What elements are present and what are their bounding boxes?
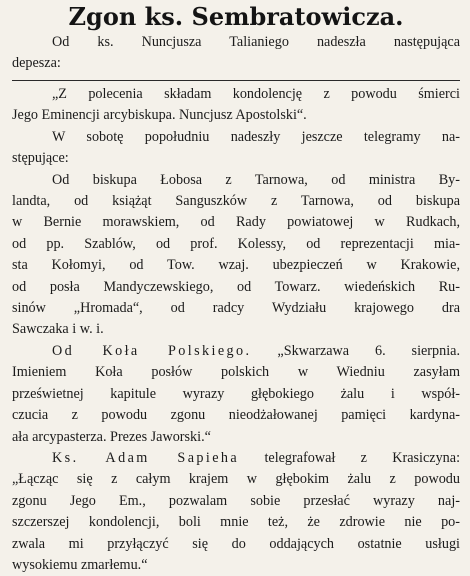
paragraph-polish-circle [12,341,460,448]
text-line: zwala mi przyłączyć się do oddających ostatnie usługi [12,535,460,552]
paragraph-senders-list [12,170,460,341]
text-line: wysokiemu zmarłemu.“ [12,556,148,573]
separator-rule [12,80,460,81]
text-line [12,341,460,362]
text-line: Imieniem Koła posłów polskich w Wiedniu zasyłam [12,364,460,381]
text-line: zgonu Jego Em., pozwalam sobie przesłać wyrazy naj- [12,492,460,509]
text-line: od posła Mandyczewskiego, od Towarz. wiedeńskich Ru- [12,278,460,295]
text-line: „Z polecenia składam kondolencję z powodu śmierci [52,86,460,102]
text-line: sta Kołomyi, od Tow. wzaj. ubezpieczeń w Krakowie, [12,257,460,274]
text-fragment: „Skwarzawa 6. sierpnia. [277,342,460,359]
text-line: „Łącząc się z całym krajem w głębokim żalu z powodu [12,471,460,488]
lead-line: depesza: [12,55,61,71]
text-line: szczerszej kondolencji, boli mnie też, że zdrowie nie po- [12,514,460,531]
text-line [12,448,460,469]
text-line: w Bernie morawskiem, od Rady powiatowej w Rudkach, [12,214,460,231]
paragraph-saturday-telegrams [12,127,460,170]
text-fragment: telegrafował z Krasiczyna: [264,449,461,466]
text-line: Jego Eminencji arcybiskupa. Nuncjusz Apostolski“. [12,107,307,124]
text-line: czucia z powodu zgonu nieodżałowanej pamięci kardyna- [12,407,460,424]
text-line: Sawczaka i w. i. [12,321,104,338]
text-line: Od biskupa Łobosa z Tarnowa, od ministra By- [52,171,460,188]
spaced-sender-name: Ks. Adam Sapieha [52,449,240,466]
article-title: Zgon ks. Sembratowicza. [68,2,404,31]
paragraph-nuncio-telegram [12,84,460,127]
text-line: ała arcypasterza. Prezes Jaworski.“ [12,428,211,445]
text-line: sinów „Hromada“, od radcy Wydziału krajowego dra [12,300,460,317]
text-line: stępujące: [12,150,69,167]
spaced-sender-name: Od Koła Polskiego. [52,342,252,359]
lead-line: Od ks. Nuncjusza Talianiego nadeszła następująca [52,34,460,50]
text-line: landta, od książąt Sanguszków z Tarnowa, od biskupa [12,193,460,210]
paragraph-sapieha-telegram [12,448,460,576]
text-line: prześwietnej kapitule wyrazy głębokiego żalu i współ- [12,385,460,402]
text-line: od pp. Szablów, od prof. Kolessy, od reprezentacji mia- [12,235,460,252]
article-lead [12,32,460,74]
text-line: W sobotę popołudniu nadeszły jeszcze telegramy na- [52,128,460,145]
